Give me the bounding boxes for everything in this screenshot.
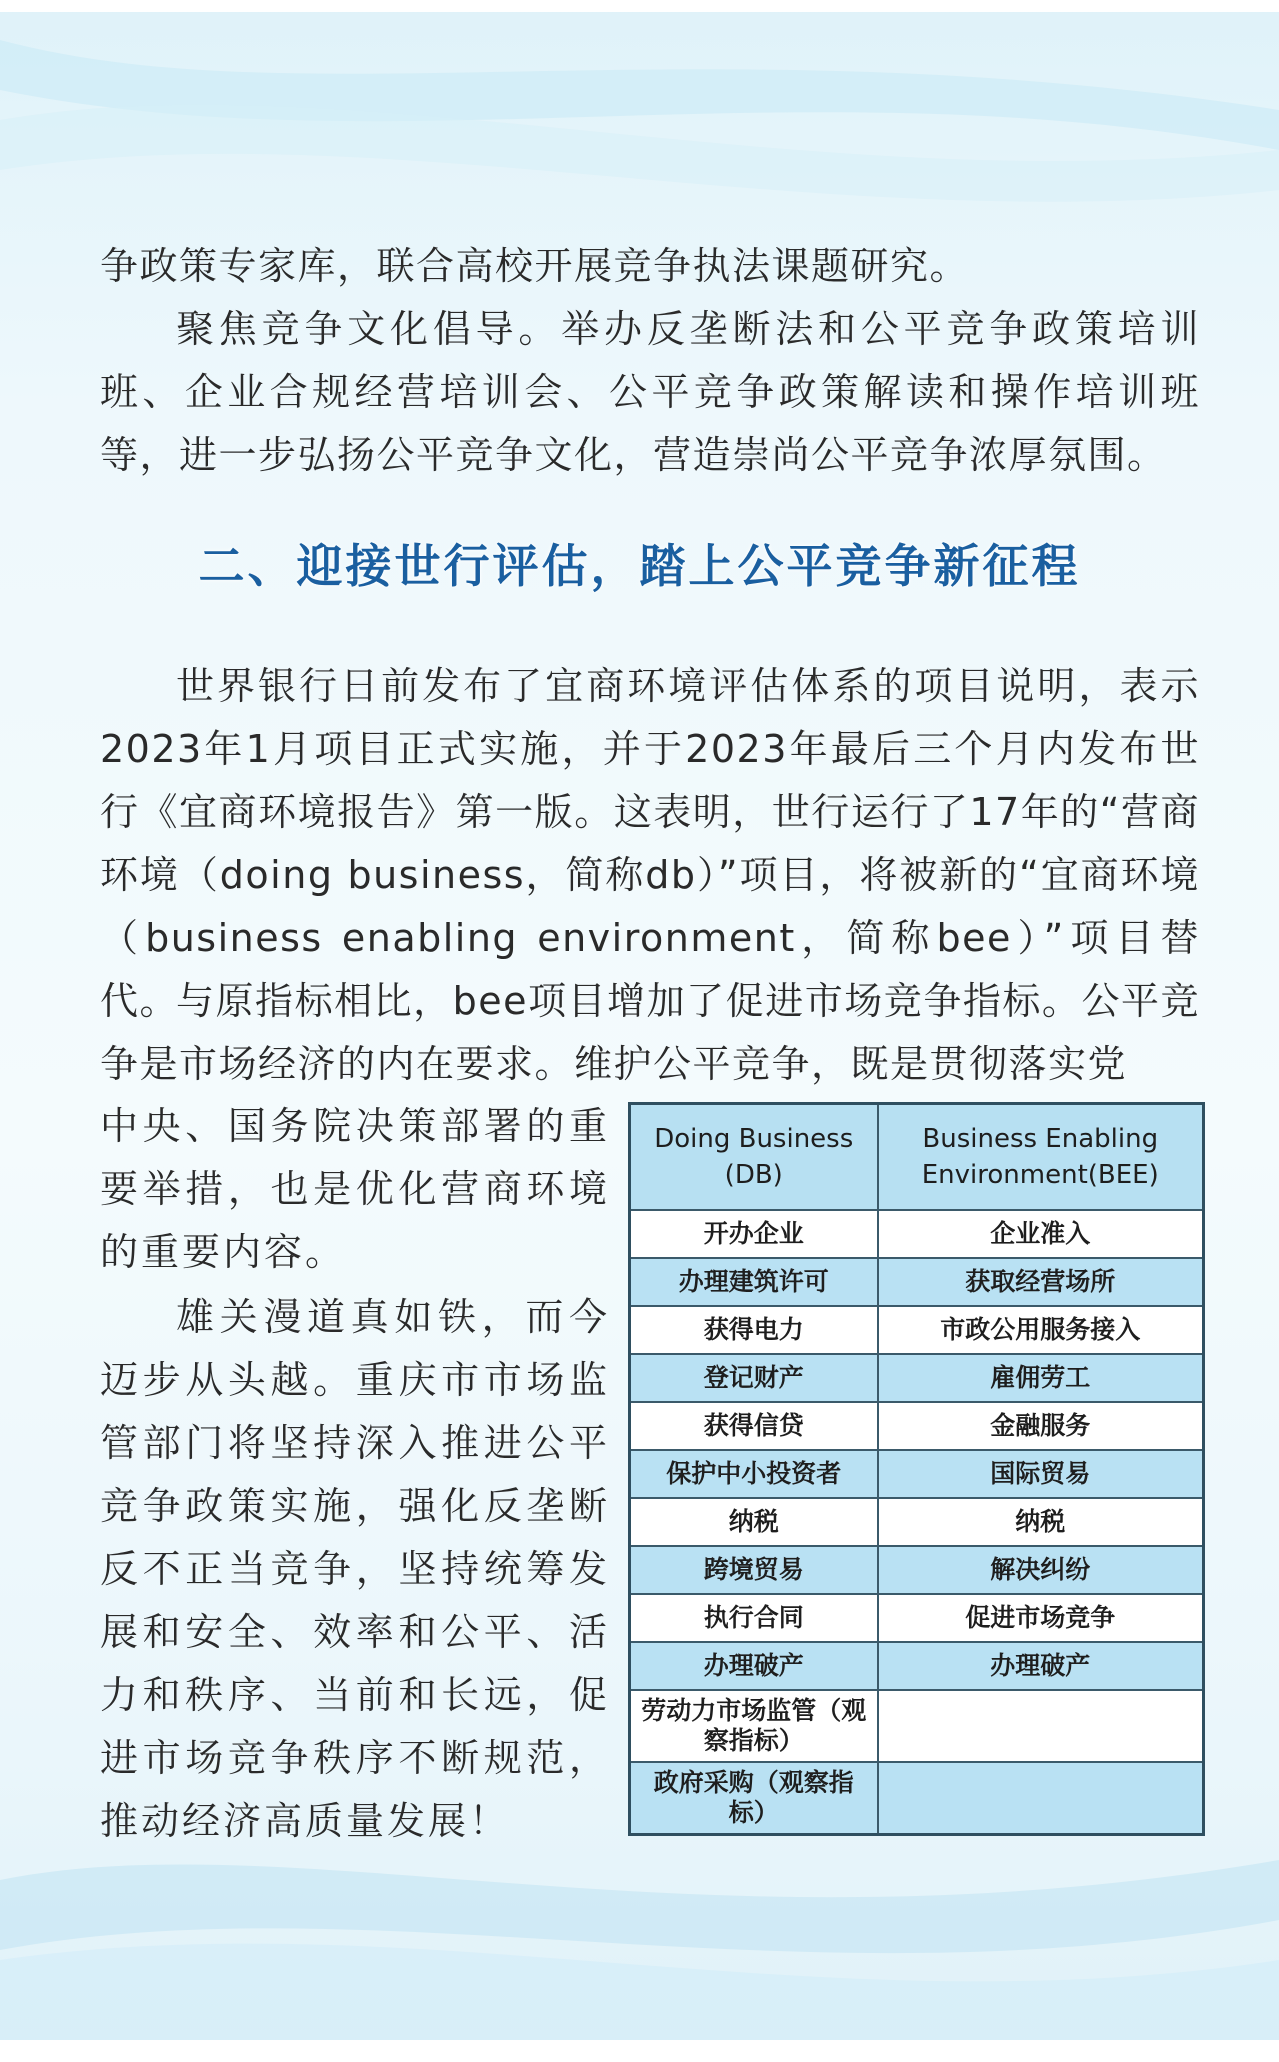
db-cell: 办理建筑许可	[630, 1258, 878, 1306]
bee-cell: 金融服务	[878, 1402, 1204, 1450]
bottom-wave-2	[0, 1944, 1279, 2040]
bee-cell	[878, 1690, 1204, 1762]
table-row	[630, 1594, 1204, 1642]
bee-cell	[878, 1762, 1204, 1835]
paragraph-conclusion	[100, 1286, 610, 1853]
db-cell: 开办企业	[630, 1210, 878, 1258]
paragraph-text: 中央、国务院决策部署的重要举措，也是优化营商环境的重要内容。	[100, 1104, 610, 1274]
paragraph-text: 争政策专家库，联合高校开展竞争执法课题研究。	[100, 244, 970, 288]
paragraph-bee-continued	[100, 1095, 610, 1284]
table-row	[630, 1690, 1204, 1762]
db-cell: 政府采购（观察指标）	[630, 1762, 878, 1835]
db-cell: 执行合同	[630, 1594, 878, 1642]
bee-cell: 雇佣劳工	[878, 1354, 1204, 1402]
header-bee: Business Enabling Environment(BEE)	[878, 1104, 1204, 1211]
bee-cell: 国际贸易	[878, 1450, 1204, 1498]
bee-cell: 解决纠纷	[878, 1546, 1204, 1594]
db-cell: 办理破产	[630, 1642, 878, 1690]
db-bee-comparison-table	[628, 1102, 1205, 1836]
bottom-white-band	[0, 2040, 1279, 2062]
table-row	[630, 1258, 1204, 1306]
table-row	[630, 1306, 1204, 1354]
paragraph-text: 世界银行日前发布了宜商环境评估体系的项目说明，表示2023年1月项目正式实施，并于2023年最后三个月内发布世行《宜商环境报告》第一版。这表明，世行运行了17年的“营商环境（doing business，简称db）”项目，将被新的“宜商环境（business enabling environment，简称bee）”项目替代。	[100, 664, 1200, 1023]
table-row	[630, 1354, 1204, 1402]
db-cell: 登记财产	[630, 1354, 878, 1402]
paragraph-continuation	[100, 235, 1200, 298]
table-row	[630, 1546, 1204, 1594]
db-cell: 劳动力市场监管（观察指标）	[630, 1690, 878, 1762]
table-row	[630, 1762, 1204, 1835]
db-cell: 保护中小投资者	[630, 1450, 878, 1498]
bee-cell: 市政公用服务接入	[878, 1306, 1204, 1354]
bottom-wave-1	[0, 1860, 1279, 1953]
header-db: Doing Business (DB)	[630, 1104, 878, 1211]
paragraph-bee-indicators	[100, 970, 1200, 1096]
bee-cell: 办理破产	[878, 1642, 1204, 1690]
bee-cell: 促进市场竞争	[878, 1594, 1204, 1642]
table-row	[630, 1450, 1204, 1498]
paragraph-culture-advocacy	[100, 298, 1200, 487]
db-cell: 跨境贸易	[630, 1546, 878, 1594]
table-row	[630, 1498, 1204, 1546]
bee-cell: 纳税	[878, 1498, 1204, 1546]
db-cell: 获得电力	[630, 1306, 878, 1354]
db-cell: 纳税	[630, 1498, 878, 1546]
table-row	[630, 1642, 1204, 1690]
table-row	[630, 1402, 1204, 1450]
bee-cell: 获取经营场所	[878, 1258, 1204, 1306]
table-header-row	[630, 1104, 1204, 1211]
paragraph-text: 雄关漫道真如铁，而今迈步从头越。重庆市市场监管部门将坚持深入推进公平竞争政策实施，强化反垄断反不正当竞争，坚持统筹发展和安全、效率和公平、活力和秩序、当前和长远，促进市场竞争秩序不断规范，推动经济高质量发展！	[100, 1295, 610, 1843]
db-cell: 获得信贷	[630, 1402, 878, 1450]
section-heading: 二、迎接世行评估，踏上公平竞争新征程	[198, 539, 1081, 593]
bee-cell: 企业准入	[878, 1210, 1204, 1258]
paragraph-text: 聚焦竞争文化倡导。举办反垄断法和公平竞争政策培训班、企业合规经营培训会、公平竞争政策解读和操作培训班等，进一步弘扬公平竞争文化，营造崇尚公平竞争浓厚氛围。	[100, 307, 1200, 477]
paragraph-text: 与原指标相比，bee项目增加了促进市场竞争指标。公平竞争是市场经济的内在要求。维护公平竞争，既是贯彻落实党	[100, 979, 1200, 1086]
table-row	[630, 1210, 1204, 1258]
